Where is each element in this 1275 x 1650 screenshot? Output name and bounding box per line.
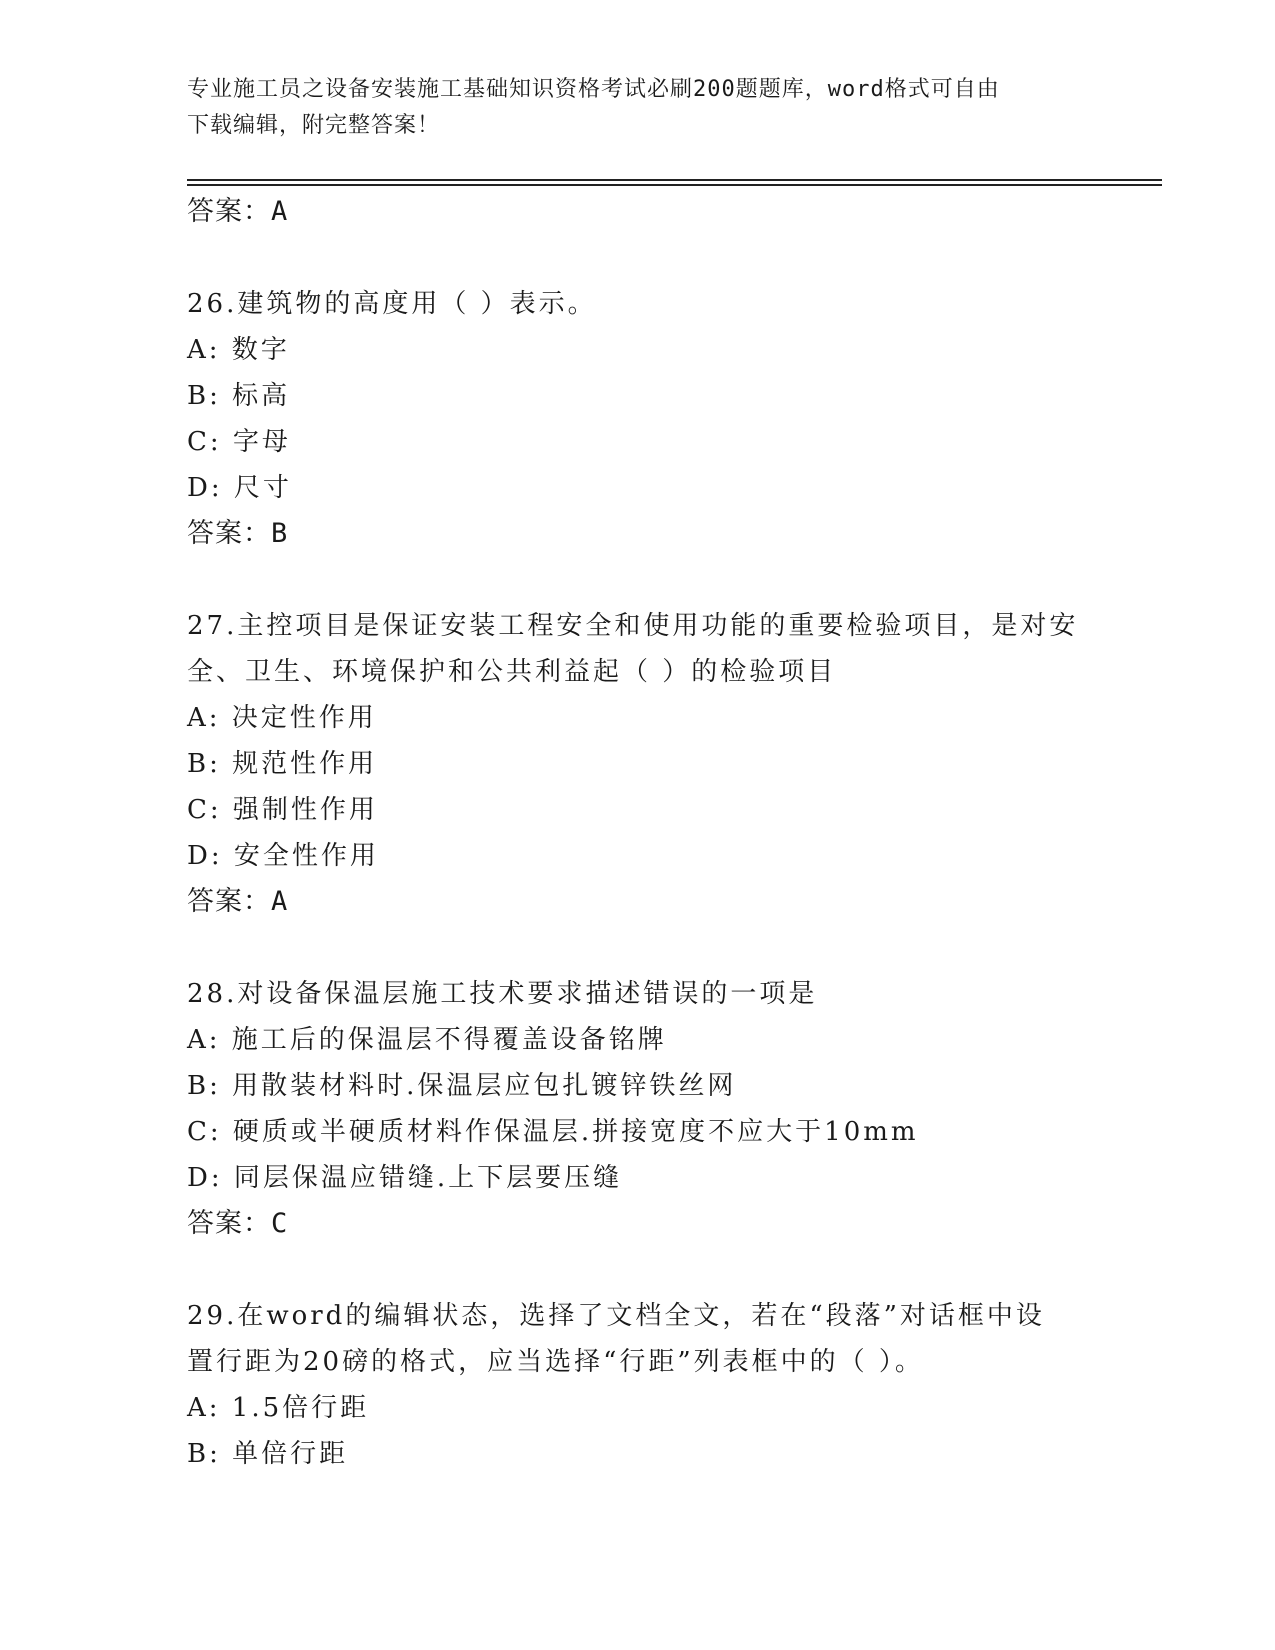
option-c: C: 强制性作用 [187,795,378,825]
header-line-1: 专业施工员之设备安装施工基础知识资格考试必刷200题题库，word格式可自由 [187,77,1000,102]
answer-line: 答案：B [187,518,289,549]
answer-line: 答案：A [187,196,289,227]
option-b: B: 单倍行距 [187,1439,349,1469]
option-a: A: 1.5倍行距 [187,1393,370,1423]
option-d: D: 同层保温应错缝.上下层要压缝 [187,1163,623,1193]
option-b: B: 用散装材料时.保温层应包扎镀锌铁丝网 [187,1071,737,1101]
option-c: C: 硬质或半硬质材料作保温层.拼接宽度不应大于10mm [187,1117,919,1147]
spacer [187,1247,1087,1293]
header-rule-top [187,179,1162,181]
option-b: B: 规范性作用 [187,749,378,779]
question-stem: 27.主控项目是保证安装工程安全和使用功能的重要检验项目，是对安 [187,611,1079,641]
question-stem: 28.对设备保温层施工技术要求描述错误的一项是 [187,979,818,1009]
question-28 [187,971,1087,1247]
answer-line: 答案：C [187,1208,289,1239]
spacer [187,925,1087,971]
header-line-2: 下载编辑，附完整答案！ [187,113,441,138]
option-a: A: 数字 [187,335,290,365]
spacer [187,557,1087,603]
document-header [187,72,1087,144]
question-stem-continued: 全、卫生、环境保护和公共利益起（ ）的检验项目 [187,657,837,687]
answer-line: 答案：A [187,886,289,917]
header-rule-bottom [187,184,1162,186]
option-a: A: 施工后的保温层不得覆盖设备铭牌 [187,1025,667,1055]
option-d: D: 尺寸 [187,473,292,503]
question-27 [187,603,1087,925]
option-b: B: 标高 [187,381,291,411]
spacer [187,235,1087,281]
question-stem: 26.建筑物的高度用（ ）表示。 [187,289,597,319]
question-26 [187,281,1087,557]
question-29 [187,1293,1087,1477]
document-body [187,189,1087,1477]
option-a: A: 决定性作用 [187,703,377,733]
question-stem: 29.在word的编辑状态，选择了文档全文，若在“段落”对话框中设 [187,1301,1045,1331]
option-c: C: 字母 [187,427,291,457]
option-d: D: 安全性作用 [187,841,379,871]
question-stem-continued: 置行距为20磅的格式，应当选择“行距”列表框中的（ ）。 [187,1347,924,1377]
